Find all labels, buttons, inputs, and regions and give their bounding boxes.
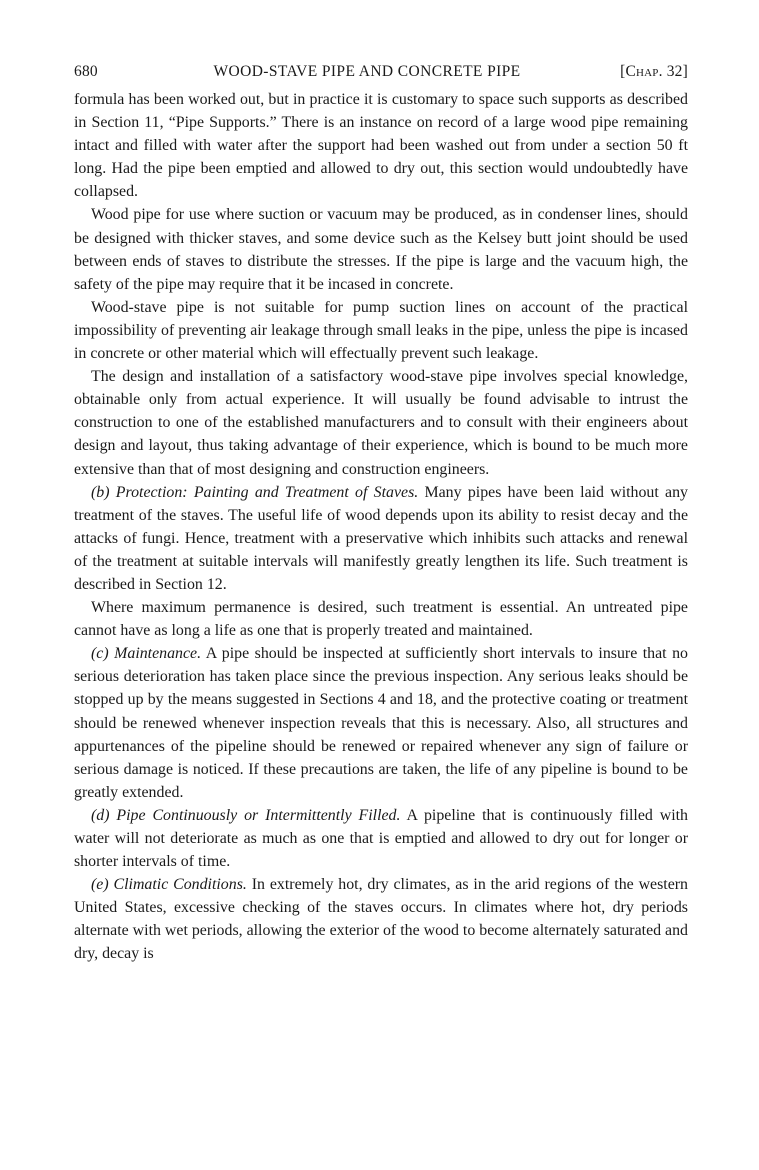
paragraph-text: Wood pipe for use where suction or vacuum may be produced, as in condenser lines, should be designed with thicker staves, and some device such as the Kelsey butt joint should be used between ends of staves to distribute the stresses. If the pipe is large and the vacuum high, the safety of the pipe may require that it be incased in concrete. <box>74 206 688 293</box>
book-page <box>74 62 688 966</box>
running-title: WOOD-STAVE PIPE AND CONCRETE PIPE <box>213 63 521 80</box>
paragraph-text: A pipeline that is continuously filled with water will not deteriorate as much as one that is emptied and allowed to dry out for longer or shorter intervals of time. <box>74 806 688 871</box>
section-paragraph-protection <box>74 481 688 596</box>
section-heading: (d) Pipe Continuously or Intermittently Filled. <box>91 806 401 824</box>
section-heading: (c) Maintenance. <box>91 645 202 663</box>
section-heading: (e) Climatic Conditions. <box>91 876 247 894</box>
paragraph-text: The design and installation of a satisfactory wood-stave pipe involves special knowledge, obtainable only from actual experience. It will usually be found advisable to intrust the construction to one of the established manufacturers and to consult with their engineers about design and layout, thus taking advantage of their experience, which is bound to be much more extensive than that of most designing and construction engineers. <box>74 368 688 478</box>
paragraph <box>74 365 688 480</box>
body-text <box>74 88 688 966</box>
paragraph-text: Many pipes have been laid without any treatment of the staves. The useful life of wood depends upon its ability to resist decay and the attacks of fungi. Hence, treatment with a preservative which inhibits such attacks and renewal of the treatment at suitable intervals will manifestly greatly lengthen its life. Such treatment is described in Section 12. <box>74 483 688 593</box>
paragraph-text: formula has been worked out, but in practice it is customary to space such supports as described in Section 11, “Pipe Supports.” There is an instance on record of a large wood pipe remaining intact and filled with water after the support had been washed out from under a section 50 ft long. Had the pipe been emptied and allowed to dry out, this section would undoubtedly have collapsed. <box>74 91 688 201</box>
paragraph <box>74 296 688 365</box>
chapter-reference: [Chap. 32] <box>620 63 688 80</box>
section-heading: (b) Protection: Painting and Treatment of Staves. <box>91 483 419 501</box>
paragraph-text: In extremely hot, dry climates, as in the arid regions of the western United States, excessive checking of the staves occurs. In climates where hot, dry periods alternate with wet periods, allowing the exterior of the wood to become alternately saturated and dry, decay is <box>74 876 688 963</box>
paragraph <box>74 203 688 295</box>
paragraph-continued <box>74 88 688 203</box>
paragraph-text: Where maximum permanence is desired, such treatment is essential. An untreated pipe cannot have as long a life as one that is properly treated and maintained. <box>74 599 688 640</box>
paragraph-text: A pipe should be inspected at sufficiently short intervals to insure that no serious deterioration has taken place since the previous inspection. Any serious leaks should be stopped up by the means suggested in Sections 4 and 18, and the protective coating or treatment should be renewed whenever inspection reveals that this is necessary. Also, all structures and appurtenances of the pipeline should be renewed or repaired whenever any sign of failure or serious damage is noticed. If these precautions are taken, the life of any pipeline is bound to be greatly extended. <box>74 645 688 801</box>
paragraph-text: Wood-stave pipe is not suitable for pump suction lines on account of the practical impossibility of preventing air leakage through small leaks in the pipe, unless the pipe is incased in concrete or other material which will effectually prevent such leakage. <box>74 298 688 363</box>
page-number: 680 <box>74 63 98 80</box>
paragraph <box>74 596 688 642</box>
section-paragraph-maintenance <box>74 642 688 804</box>
section-paragraph-filling <box>74 804 688 873</box>
section-paragraph-climate <box>74 873 688 965</box>
running-head <box>74 62 688 82</box>
